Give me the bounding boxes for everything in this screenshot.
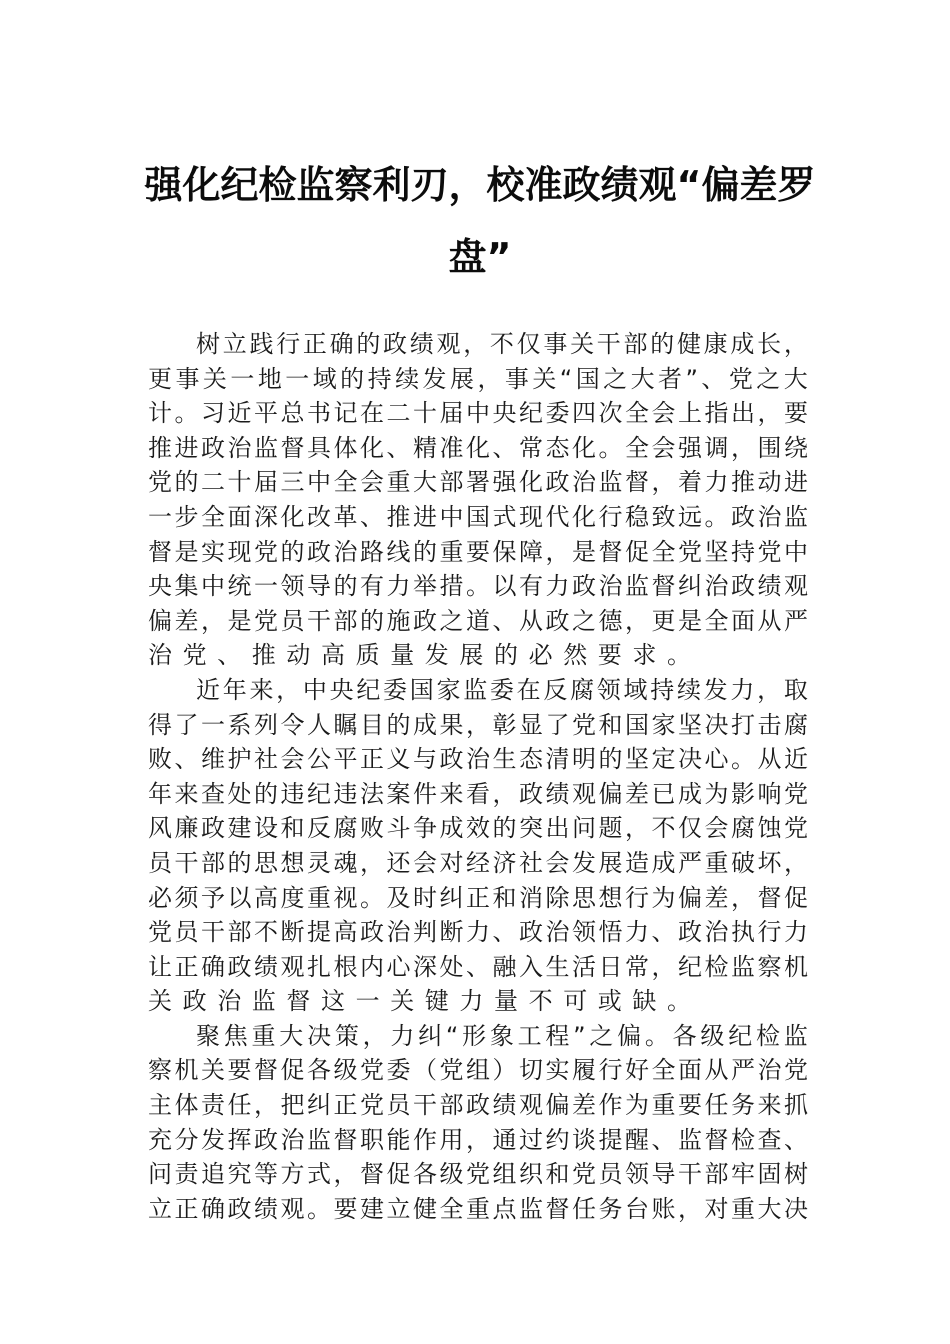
paragraph-line: 让 正 确 政 绩 观 扎 根 内 心 深 处 、 融 入 生 活 日 常 ， 纪 检 监 察 机 (148, 952, 808, 981)
paragraph (148, 673, 808, 1019)
paragraph (148, 327, 808, 673)
paragraph-line: 督 是 实 现 党 的 政 治 路 线 的 重 要 保 障 ， 是 督 促 全 党 坚 持 党 中 (148, 537, 808, 566)
paragraph-line: 党 员 干 部 不 断 提 高 政 治 判 断 力 、 政 治 领 悟 力 、 政 治 执 行 力 (148, 918, 808, 947)
paragraph-line: 计 。 习 近 平 总 书 记 在 二 十 届 中 央 纪 委 四 次 全 会 上 指 出 ， 要 (148, 399, 808, 428)
paragraph-line: 得 了 一 系 列 令 人 瞩 目 的 成 果 ， 彰 显 了 党 和 国 家 坚 决 打 击 腐 (148, 710, 808, 739)
paragraph-line: 察 机 关 要 督 促 各 级 党 委 （ 党 组 ） 切 实 履 行 好 全 面 从 严 治 党 (148, 1056, 808, 1085)
paragraph-line: 治党、推动高质量发展的必然要求。 (148, 641, 702, 670)
paragraph-line: 员 干 部 的 思 想 灵 魂 ， 还 会 对 经 济 社 会 发 展 造 成 严 重 破 坏 ， (148, 848, 808, 877)
paragraph-line: 关政治监督这一关键力量不可或缺。 (148, 987, 702, 1016)
document-body (148, 327, 808, 1226)
paragraph-line: 立 正 确 政 绩 观 。 要 建 立 健 全 重 点 监 督 任 务 台 账 ， 对 重 大 决 (148, 1194, 808, 1223)
paragraph-line: 败 、 维 护 社 会 公 平 正 义 与 政 治 生 态 清 明 的 坚 定 决 心 。 从 近 (148, 745, 808, 774)
paragraph-line: 一 步 全 面 深 化 改 革 、 推 进 中 国 式 现 代 化 行 稳 致 远 。 政 治 监 (148, 502, 808, 531)
paragraph-line: 树 立 践 行 正 确 的 政 绩 观 ， 不 仅 事 关 干 部 的 健 康 成 长 ， (196, 330, 808, 358)
paragraph-line: 聚 焦 重 大 决 策 ， 力 纠 “ 形 象 工 程 ” 之 偏 。 各 级 纪 检 监 (196, 1021, 808, 1050)
paragraph-line: 偏 差 ， 是 党 员 干 部 的 施 政 之 道 、 从 政 之 德 ， 更 是 全 面 从 严 (148, 606, 808, 635)
document-title-line-1: 强化纪检监察利刃，校准政绩观“偏差罗 (144, 163, 816, 207)
paragraph-line: 主 体 责 任 ， 把 纠 正 党 员 干 部 政 绩 观 偏 差 作 为 重 要 任 务 来 抓 (148, 1091, 808, 1120)
paragraph-line: 充 分 发 挥 政 治 监 督 职 能 作 用 ， 通 过 约 谈 提 醒 、 监 督 检 查 、 (148, 1125, 808, 1154)
paragraph-line: 央 集 中 统 一 领 导 的 有 力 举 措 。 以 有 力 政 治 监 督 纠 治 政 绩 观 (148, 572, 808, 601)
paragraph-line: 必 须 予 以 高 度 重 视 。 及 时 纠 正 和 消 除 思 想 行 为 偏 差 ， 督 促 (148, 883, 808, 912)
paragraph-line: 年 来 查 处 的 违 纪 违 法 案 件 来 看 ， 政 绩 观 偏 差 已 成 为 影 响 党 (148, 779, 808, 808)
paragraph-line: 党 的 二 十 届 三 中 全 会 重 大 部 署 强 化 政 治 监 督 ， 着 力 推 动 进 (148, 468, 808, 497)
paragraph-line: 推 进 政 治 监 督 具 体 化 、 精 准 化 、 常 态 化 。 全 会 强 调 ， 围 绕 (148, 433, 808, 462)
document-title-line-2: 盘” (448, 235, 512, 279)
paragraph-line: 风 廉 政 建 设 和 反 腐 败 斗 争 成 效 的 突 出 问 题 ， 不 仅 会 腐 蚀 党 (148, 814, 808, 843)
paragraph-line: 问 责 追 究 等 方 式 ， 督 促 各 级 党 组 织 和 党 员 领 导 干 部 牢 固 树 (148, 1160, 808, 1189)
paragraph (148, 1019, 808, 1227)
paragraph-line: 近 年 来 ， 中 央 纪 委 国 家 监 委 在 反 腐 领 域 持 续 发 力 ， 取 (196, 675, 808, 704)
paragraph-line: 更 事 关 一 地 一 域 的 持 续 发 展 ， 事 关 “ 国 之 大 者 ” 、 党 之 大 (148, 364, 808, 393)
